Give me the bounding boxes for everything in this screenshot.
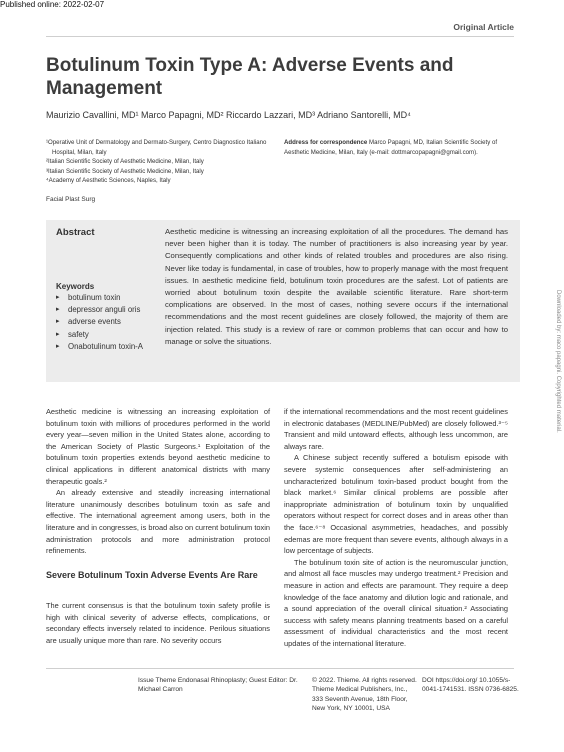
download-watermark: Downloaded by: maco papagni. Copyrighted material. [555, 290, 561, 433]
doi-info: DOI https://doi.org/ 10.1055/s-0041-1741531. ISSN 0736-6825. [422, 677, 519, 694]
body-paragraph: The botulinum toxin site of action is the neuromuscular junction, and almost all face muscles may undergo treatment.² Precision and measure in action and effects are paramount. They require a deep knowledge of the face anatomy and dilution logic and rationale, and a sound appreciation of the overall clinical situation.² Associating success with safety means planning treatments based on a careful assessment of individual characteristics and the most recent updates of the international literature. [284, 557, 508, 648]
header-divider [46, 36, 514, 37]
keyword-item: ▸ Onabotulinum toxin-A [56, 341, 160, 353]
keyword-item: ▸ safety [56, 329, 160, 341]
body-left-column [46, 406, 270, 557]
correspondence-text: Marco Papagni, MD, Italian Scientific Society of Aesthetic Medicine, Milan, Italy (e-mail: dottmarcopapagni@gmail.com). [284, 139, 498, 156]
body-paragraph: if the international recommendations and the most recent guidelines in electronic databases (MEDLINE/PubMed) are closely followed.³⁻⁵ Transient and mild untoward effects, although less uncommon, are always rare. [284, 407, 508, 451]
affiliation-2: ²Italian Scientific Society of Aesthetic Medicine, Milan, Italy [46, 158, 204, 165]
keyword-item: ▸ botulinum toxin [56, 292, 160, 304]
body-paragraph: Aesthetic medicine is witnessing an increasing exploitation of botulinum toxin with millions of procedures performed in the world every year—seven million in the United States alone, according to the American Society of Plastic Surgeons.¹ Exploitation of the botulinum toxin properties extends beyond aesthetic medicine to clinical applications in different anatomical districts with many therapeutic goals.² [46, 407, 270, 486]
footer-divider [46, 668, 514, 669]
issue-theme: Issue Theme Endonasal Rhinoplasty; Guest Editor: Dr. Michael Carron [138, 677, 298, 694]
keyword-item: ▸ adverse events [56, 316, 160, 328]
keyword-item: ▸ depressor anguli oris [56, 304, 160, 316]
body-right-column [284, 406, 508, 649]
section-heading: Severe Botulinum Toxin Adverse Events Are Rare [46, 570, 258, 580]
journal-name: Facial Plast Surg [46, 196, 96, 203]
keyword-list [56, 292, 160, 353]
article-title: Botulinum Toxin Type A: Adverse Events and Management [46, 55, 454, 99]
affiliation-4: ⁴Academy of Aesthetic Sciences, Naples, Italy [46, 177, 171, 184]
copyright: © 2022. Thieme. All rights reserved. Thieme Medical Publishers, Inc., 333 Seventh Avenue, 18th Floor, New York, NY 10001, USA [312, 677, 417, 713]
body-paragraph: An already extensive and steadily increasing international literature unanimously describes botulinum toxin as safe and effective. The international agreement among users, both in the literature and in congresses, is broad also on current botulinum toxin administration protocols and more administration protocol refinements. [46, 488, 270, 556]
correspondence-label: Address for correspondence [284, 139, 368, 146]
published-date: Published online: 2022-02-07 [0, 0, 105, 9]
body-left-column-continued [46, 600, 270, 646]
abstract-heading: Abstract [56, 227, 95, 238]
correspondence-block [284, 138, 514, 157]
article-type: Original Article [453, 22, 514, 32]
affiliation-3: ³Italian Scientific Society of Aesthetic Medicine, Milan, Italy [46, 167, 204, 175]
body-paragraph: The current consensus is that the botulinum toxin safety profile is high with clinical severity of adverse effects, complications, or secondary effects inversely related to incidence. Perilous situations are usually unique more than rare. No severity occurs [46, 601, 270, 645]
affiliations [46, 138, 281, 186]
abstract-text: Aesthetic medicine is witnessing an increasing exploitation of all the procedures. The demand has never been higher than it is today. The number of practitioners is also increasing year by year. Consequently complications and other kinds of related troubles and procedures are also rising. Never like today is fundamental, in case of troubles, how to properly manage with the most frequent issues. In aesthetic medicine field, botulinum toxin procedures are the safest. Lot of patients are worried about botulinum toxin despite the available scientific literature. Rare short-term complications are observed. In the most of cases, nothing severe occurs if the international recommendations and the most recent guidelines are closely followed, the majority of them are injection related. This study is a review of rare or common problems that can occur and how to manage or solve the situations. [165, 227, 508, 346]
body-paragraph: A Chinese subject recently suffered a botulism episode with severe systemic consequences after self-administering an uncharacterized botulinum toxin-based product bought from the black market.⁶ Similar clinical problems are possible after inappropriate administration of botulinum toxin by unqualified operators without respect for correct doses and in areas other than the face.⁶⁻⁸ Occasional asymmetries, headaches, and possibly edemas are more frequent than severe events, although always in a low percentage of subjects. [284, 453, 508, 556]
keywords-heading: Keywords [56, 282, 95, 291]
author-list: Maurizio Cavallini, MD¹ Marco Papagni, MD² Riccardo Lazzari, MD³ Adriano Santorelli, MD⁴ [46, 110, 411, 120]
affiliation-1: ¹Operative Unit of Dermatology and Dermato-Surgery, Centro Diagnostico Italiano Hospital, Milan, Italy [46, 139, 267, 156]
